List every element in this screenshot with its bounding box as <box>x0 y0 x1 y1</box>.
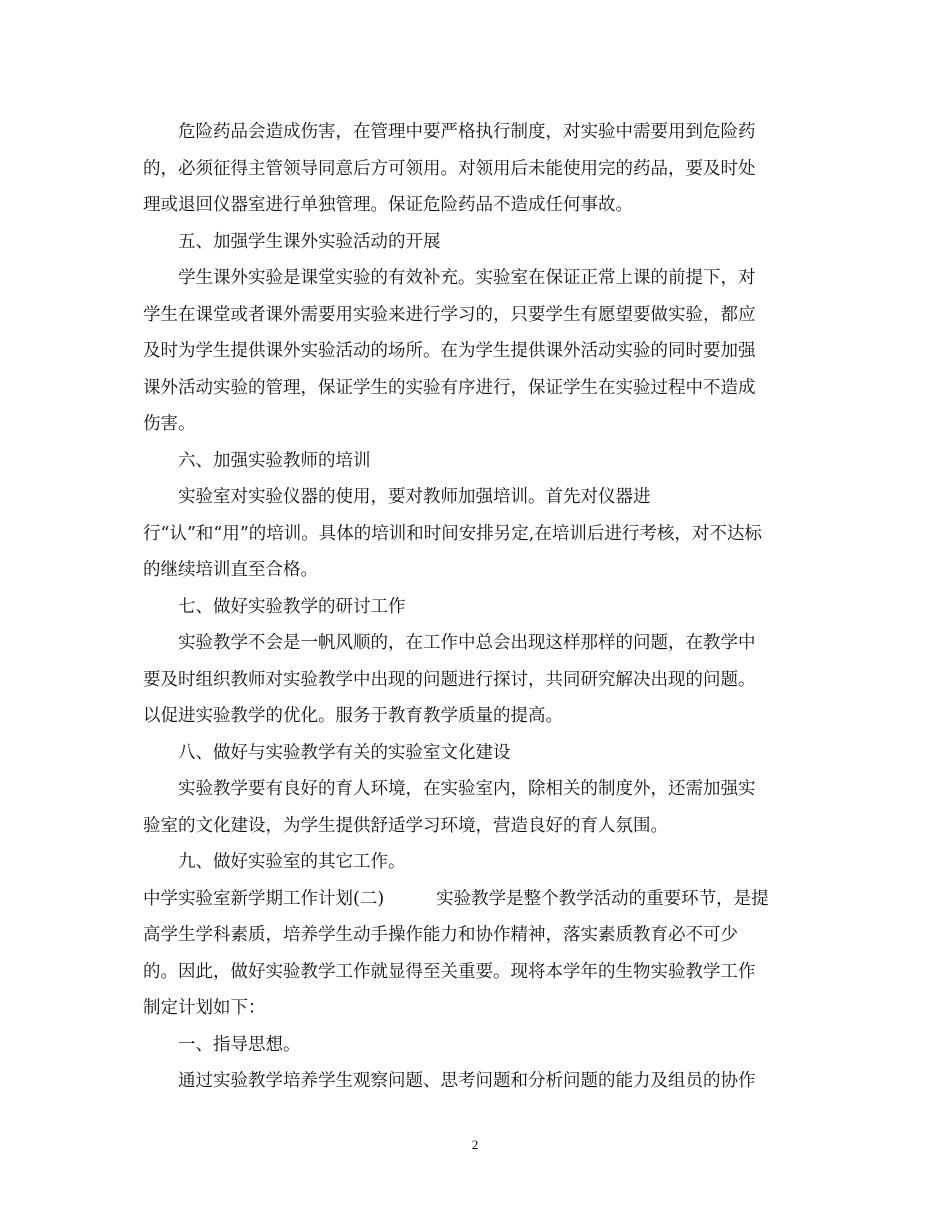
paragraph-line: 伤害。 <box>143 414 196 434</box>
paragraph-line: 实验教学要有良好的育人环境，在实验室内，除相关的制度外，还需加强实 <box>178 779 756 799</box>
page-number: 2 <box>471 1137 479 1152</box>
paragraph-line: 学生课外实验是课堂实验的有效补充。实验室在保证正常上课的前提下，对 <box>178 268 756 288</box>
paragraph-line: 的，必须征得主管领导同意后方可领用。对领用后未能使用完的药品，要及时处 <box>143 158 756 179</box>
paragraph-line: 制定计划如下： <box>143 998 266 1018</box>
paragraph-line: 高学生学科素质，培养学生动手操作能力和协作精神，落实素质教育必不可少 <box>143 925 738 945</box>
section-heading: 六、加强实验教师的培训 <box>178 450 371 471</box>
section-heading: 九、做好实验室的其它工作。 <box>178 852 406 872</box>
paragraph-line: 通过实验教学培养学生观察问题、思考问题和分析问题的能力及组员的协作 <box>178 1071 756 1091</box>
paragraph-line: 的。因此，做好实验教学工作就显得至关重要。现将本学年的生物实验教学工作 <box>143 961 756 982</box>
section-heading: 八、做好与实验教学有关的实验室文化建设 <box>178 742 511 763</box>
paragraph-line: 要及时组织教师对实验教学中出现的问题进行探讨，共同研究解决出现的问题。 <box>143 669 756 690</box>
paragraph-line: 及时为学生提供课外实验活动的场所。在为学生提供课外活动实验的同时要加强 <box>143 341 756 361</box>
paragraph-line: 行“认”和“用”的培训。具体的培训和时间安排另定,在培训后进行考核，对不达标 <box>143 523 762 544</box>
section-heading: 五、加强学生课外实验活动的开展 <box>178 231 441 252</box>
section-heading: 一、指导思想。 <box>178 1034 301 1055</box>
paragraph-line-start: 实验教学是整个教学活动的重要环节，是提 <box>436 888 769 909</box>
paragraph-line: 理或退回仪器室进行单独管理。保证危险药品不造成任何事故。 <box>143 195 633 215</box>
paragraph-line: 危险药品会造成伤害，在管理中要严格执行制度，对实验中需要用到危险药 <box>178 122 756 142</box>
paragraph-line: 学生在课堂或者课外需要用实验来进行学习的，只要学生有愿望要做实验，都应 <box>143 304 756 325</box>
paragraph-line: 验室的文化建设，为学生提供舒适学习环境，营造良好的育人氛围。 <box>143 815 668 836</box>
title-line <box>143 881 808 918</box>
paragraph-line: 实验教学不会是一帆风顺的，在工作中总会出现这样那样的问题，在教学中 <box>178 633 756 653</box>
section-heading: 七、做好实验教学的研讨工作 <box>178 596 406 617</box>
document-subtitle: 中学实验室新学期工作计划(二) <box>143 888 385 909</box>
paragraph-line: 以促进实验教学的优化。服务于教育教学质量的提高。 <box>143 706 563 726</box>
paragraph-line: 课外活动实验的管理，保证学生的实验有序进行，保证学生在实验过程中不造成 <box>143 377 756 398</box>
document-body <box>143 114 808 1100</box>
paragraph-line: 实验室对实验仪器的使用，要对教师加强培训。首先对仪器进 <box>178 487 651 507</box>
paragraph-line: 的继续培训直至合格。 <box>143 560 318 580</box>
